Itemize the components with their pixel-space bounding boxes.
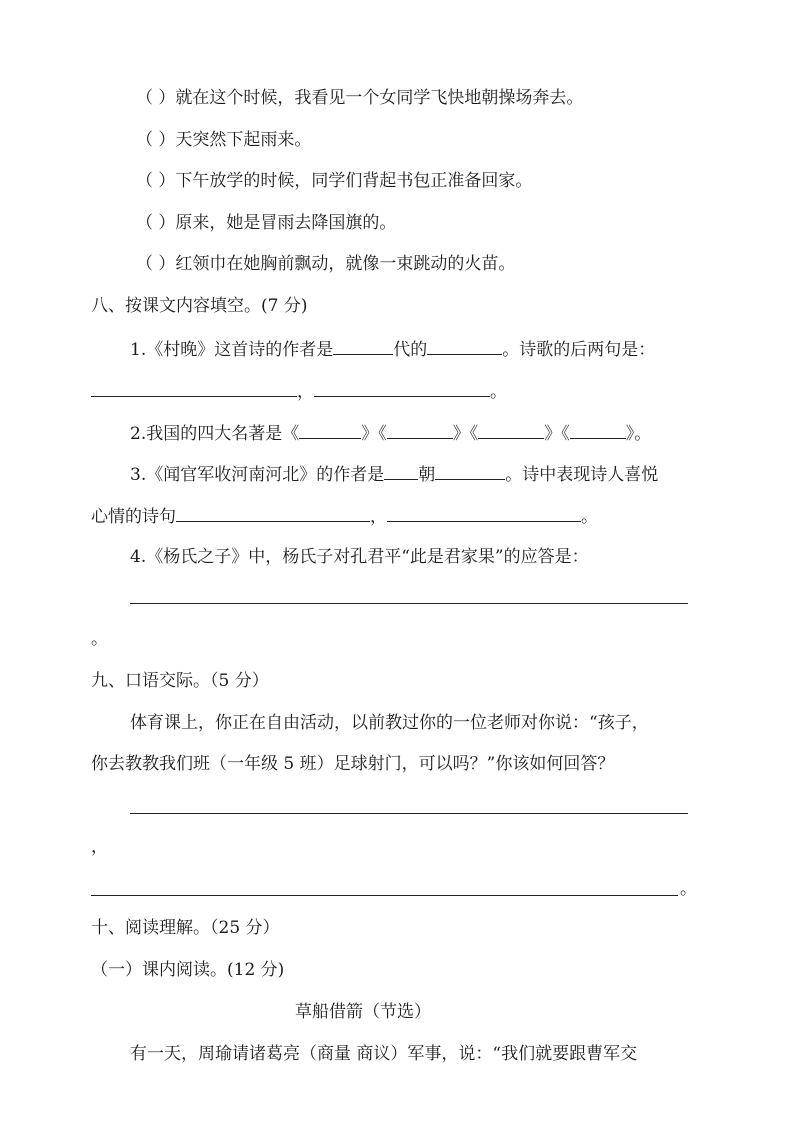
sentence-end-mark: 。 xyxy=(91,629,108,649)
answer-bracket[interactable]: （ ） xyxy=(136,213,176,233)
answer-bracket[interactable]: （ ） xyxy=(136,254,176,274)
question-8-4: 4.《杨氏之子》中，杨氏子对孔君平“此是君家果”的应答是： xyxy=(130,547,589,567)
passage-paragraph: 有一天，周瑜请诸葛亮（商量 商议）军事，说：“我们就要跟曹军交 xyxy=(130,1044,638,1064)
item-text: 就在这个时候，我看见一个女同学飞快地朝操场奔去。 xyxy=(175,88,584,108)
answer-line[interactable] xyxy=(91,895,678,896)
sentence-end-mark: 。 xyxy=(680,879,697,899)
question-8-1-answer-line: ， 。 xyxy=(91,378,507,404)
section-10-heading: 十、阅读理解。（25 分） xyxy=(91,918,280,938)
blank-dynasty[interactable] xyxy=(333,336,393,355)
ordering-item-3 xyxy=(136,169,532,193)
section-9-prompt-line-2: 你去教教我们班（一年级 5 班）足球射门，可以吗？”你该如何回答？ xyxy=(91,754,615,774)
section-9-prompt-line-1: 体育课上，你正在自由活动，以前教过你的一位老师对你说：“孩子， xyxy=(130,713,649,733)
answer-bracket[interactable]: （ ） xyxy=(136,171,176,191)
answer-line[interactable] xyxy=(130,813,688,814)
ordering-item-2 xyxy=(136,128,311,152)
question-8-2: 2.我国的四大名著是《 》《 》《 》《 》。 xyxy=(130,420,651,446)
answer-bracket[interactable]: （ ） xyxy=(136,88,176,108)
ordering-item-1 xyxy=(136,86,583,110)
item-text: 红领巾在她胸前飘动，就像一束跳动的火苗。 xyxy=(175,254,516,274)
answer-line[interactable] xyxy=(130,603,688,604)
blank-poem-line-1[interactable] xyxy=(176,503,370,522)
section-9-heading: 九、口语交际。（5 分） xyxy=(91,671,269,691)
item-text: 原来，她是冒雨去降国旗的。 xyxy=(175,213,397,233)
blank-poem-line-1[interactable] xyxy=(91,378,297,397)
comma-mark: ， xyxy=(91,837,108,857)
blank-classic-3[interactable] xyxy=(478,420,544,439)
blank-author[interactable] xyxy=(427,336,502,355)
blank-dynasty[interactable] xyxy=(384,461,418,480)
section-8-heading: 八、按课文内容填空。(7 分) xyxy=(91,296,308,316)
answer-bracket[interactable]: （ ） xyxy=(136,130,176,150)
blank-poem-line-2[interactable] xyxy=(387,503,581,522)
question-8-3-answer-line: 心情的诗句 ， 。 xyxy=(91,503,598,529)
item-text: 天突然下起雨来。 xyxy=(175,130,312,150)
ordering-item-5 xyxy=(136,252,515,276)
item-text: 下午放学的时候，同学们背起书包正准备回家。 xyxy=(175,171,533,191)
question-8-3: 3.《闻官军收河南河北》的作者是 朝 。诗中表现诗人喜悦 xyxy=(130,461,658,487)
question-8-1: 1.《村晚》这首诗的作者是 代的 。诗歌的后两句是： xyxy=(130,336,655,362)
blank-classic-1[interactable] xyxy=(299,420,361,439)
ordering-item-4 xyxy=(136,211,396,235)
blank-poem-line-2[interactable] xyxy=(314,378,490,397)
passage-title: 草船借箭（节选） xyxy=(295,1002,431,1022)
blank-classic-4[interactable] xyxy=(570,420,626,439)
blank-author[interactable] xyxy=(435,461,505,480)
blank-classic-2[interactable] xyxy=(387,420,453,439)
section-10-subheading: （一）课内阅读。(12 分) xyxy=(91,960,285,980)
